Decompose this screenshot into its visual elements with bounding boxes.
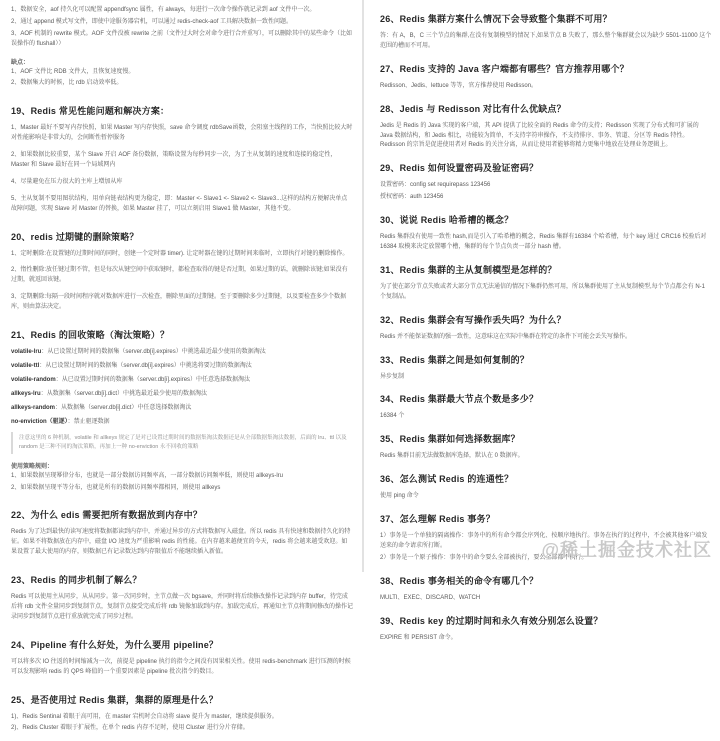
question-section-23 — [11, 573, 353, 623]
policy-desc: ：从数据集（server.db[i].dict）中任意选择数据淘汰 — [55, 405, 192, 412]
paragraph: 1、定时删除:在设置键的过期时间的同时，创建一个定时器 timer). 让定时器在键的过期时间来临时，立即执行对键的删除操作。 — [11, 250, 349, 257]
policy-desc: ：从数据集（server.db[i].dict）中挑选最近最少使用的数据淘汰 — [40, 391, 208, 398]
question-section-33 — [380, 353, 712, 383]
question-title: 32、Redis 集群会有写操作丢失吗？为什么？ — [380, 314, 566, 325]
paragraph: 使用 ping 命令 — [380, 493, 419, 500]
question-section-22 — [11, 508, 353, 558]
question-section-39 — [380, 614, 712, 644]
eviction-policy — [11, 390, 353, 399]
question-title: 28、Jedis 与 Redisson 对比有什么优缺点？ — [380, 103, 566, 114]
question-section-31 — [380, 263, 712, 303]
question-title: 24、Pipeline 有什么好处，为什么要用 pipeline？ — [11, 639, 219, 650]
question-title: 39、Redis key 的过期时间和永久有效分别怎么设置？ — [380, 615, 603, 626]
question-title: 34、Redis 集群最大节点个数是多少？ — [380, 394, 539, 405]
eviction-policy — [11, 418, 353, 427]
policy-term: volatile-lru — [11, 349, 42, 356]
question-title: 35、Redis 集群如何选择数据库？ — [380, 434, 520, 445]
question-title: 20、redis 过期键的删除策略？ — [11, 231, 139, 242]
question-title: 30、说说 Redis 哈希槽的概念？ — [380, 215, 514, 226]
question-title: 29、Redis 如何设置密码及验证密码？ — [380, 163, 539, 174]
page-divider — [362, 0, 364, 572]
paragraph: 2、数据集大的时候，比 rdb 启动效率低。 — [11, 80, 123, 87]
paragraph: 1）事务是一个单独的隔离操作：事务中的所有命令都会序列化、按顺序地执行。事务在执行的过程中，不会被其他客户端发送来的命令请求所打断。 — [380, 533, 708, 550]
cons-label: 缺点： — [11, 59, 30, 66]
paragraph: Redis 为了达到最快的读写速度将数据都读到内存中，并通过异步的方式将数据写入磁盘。所以 redis 具有快速和数据持久化的特征。如果不将数据放在内存中，磁盘 I/O 速度为严重影响 redis 的性能。在内存越来越便宜的今天，redis 将会越来越受欢迎。如果设置了最大使用的内存，则数据已有记录数达到内存限值后不能继续插入新值。 — [11, 529, 351, 556]
eviction-policy — [11, 404, 353, 413]
question-section-20 — [11, 230, 353, 313]
question-section-32 — [380, 313, 712, 343]
question-section-25 — [11, 693, 353, 735]
question-section-35 — [380, 432, 712, 462]
question-section-27 — [380, 62, 712, 92]
paragraph: 2）事务是一个原子操作：事务中的命令要么全部被执行，要么全部都不执行。 — [380, 554, 588, 561]
policy-term: volatile-ttl — [11, 363, 40, 370]
paragraph: 2、如果数据呈现平等分布，也就是所有的数据访问频率都相同，则使用 allkeys — [11, 484, 221, 491]
paragraph: 为了使在部分节点失败或者大部分节点无法通信的情况下集群仍然可用，所以集群使用了主从复制模型,每个节点都会有 N-1 个复制品。 — [380, 283, 706, 300]
paragraph: Redis 并不能保证数据的强一致性，这意味这在实际中集群在特定的条件下可能会丢失写操作。 — [380, 333, 632, 340]
paragraph: 4、尽量避免在压力很大的主库上增加从库 — [11, 178, 123, 185]
note-callout: 注意这里的 6 种机制，volatile 和 allkeys 规定了是对已设置过期时间的数据集淘汰数据还是从全部数据集淘汰数据，后面的 lru、ttl 以及 random 是三种不同的淘汰策略，再加上一种 no-enviction 永不回收的策略 — [11, 432, 353, 454]
paragraph: 1)、Redis Sentinal 着眼于高可用，在 master 宕机时会自动将 slave 提升为 master，继续提供服务。 — [11, 713, 278, 720]
paragraph: MULTI、EXEC、DISCARD、WATCH — [380, 594, 481, 601]
question-section-34 — [380, 392, 712, 422]
question-title: 37、怎么理解 Redis 事务？ — [380, 514, 495, 525]
paragraph: Jedis 是 Redis 的 Java 实现的客户端，其 API 提供了比较全面的 Redis 命令的支持；Redisson 实现了分布式和可扩展的 Java 数据结构，和 Jedis 相比，功能较为简单，不支持字符串操作，不支持排序、事务、管道、分区等 Redis 特性。Redisson 的宗旨是促进使用者对 Redis 的关注分离，从而让使用者能够将精力更集中地放在处理业务逻辑上。 — [380, 122, 699, 149]
question-section-36 — [380, 472, 712, 502]
question-section-19 — [11, 104, 353, 214]
policy-desc: ：从已设置过期时间的数据集（server.db[i].expires）中任意选择数据淘汰 — [55, 377, 251, 384]
question-title: 27、Redis 支持的 Java 客户端都有哪些？官方推荐用哪个？ — [380, 63, 629, 74]
question-title: 23、Redis 的同步机制了解么？ — [11, 575, 142, 586]
question-title: 38、Redis 事务相关的命令有哪几个？ — [380, 575, 539, 586]
paragraph: 2)、Redis Cluster 着眼于扩展性，在单个 redis 内存不足时，使用 Cluster 进行分片存储。 — [11, 725, 249, 732]
question-section-38 — [380, 574, 712, 604]
paragraph: 5、主从复制不要用图状结构，用单向链表结构更为稳定，即：Master <- Slave1 <- Slave2 <- Slave3...这样的结构方便解决单点故障问题，实现 Slave 对 Master 的替换，如果 Master 挂了，可以立刻启用 Slave1 做 Master，其他不变。 — [11, 195, 348, 212]
paragraph: Redis 集群没有使用一致性 hash,而是引入了哈希槽的概念，Redis 集群有16384 个哈希槽，每个 key 通过 CRC16 校验后对 16384 取模来决定放置哪个槽，集群的每个节点负责一部分 hash 槽。 — [380, 234, 707, 251]
paragraph: 3、AOF 机制的 rewrite 模式。AOF 文件没被 rewrite 之前（文件过大时会对命令进行合并重写），可以删除其中的某些命令（比如误操作的 flushall）） — [11, 30, 353, 47]
question-title: 31、Redis 集群的主从复制模型是怎样的？ — [380, 264, 557, 275]
question-title: 26、Redis 集群方案什么情况下会导致整个集群不可用？ — [380, 14, 612, 24]
paragraph: Redis 集群目前无法做数据库选择，默认在 0 数据库。 — [380, 453, 524, 460]
paragraph: 1、AOF 文件比 RDB 文件大，且恢复速度慢。 — [11, 68, 135, 75]
question-title: 21、Redis 的回收策略（淘汰策略）？ — [11, 330, 170, 341]
paragraph: 16384 个 — [380, 413, 405, 420]
paragraph: Redis 可以使用主从同步，从从同步。第一次同步时，主节点做一次 bgsave，并同时将后续修改操作记录到内存 buffer，待完成后将 rdb 文件全量同步到复制节点，复制节点接受完成后将 rdb 镜像加载到内存。加载完成后，再通知主节点将期间修改的操作记录同步到复制节点进行重放就完成了同步过程。 — [11, 594, 354, 620]
question-title: 33、Redis 集群之间是如何复制的？ — [380, 354, 530, 365]
policy-term: allkeys-lru — [11, 391, 41, 398]
paragraph: 1、如果数据呈现幂律分布，也就是一部分数据访问频率高，一部分数据访问频率低，则使用 allkeys-lru — [11, 472, 284, 479]
rules-label: 使用策略规则： — [11, 463, 54, 470]
policy-desc: ：从已设置过期时间的数据集（server.db[i].expires）中挑选最近最少使用的数据淘汰 — [41, 349, 266, 356]
policy-term: no-enviction（驱逐） — [11, 419, 68, 426]
paragraph: 3、定期删除:每隔一段时间程序就对数据库进行一次检查，删除里面的过期键。至于要删除多少过期键，以及要检查多少个数据库，则由算法决定。 — [11, 294, 347, 311]
question-title: 25、是否使用过 Redis 集群，集群的原理是什么？ — [11, 694, 218, 705]
policy-desc: ：禁止驱逐数据 — [67, 419, 110, 426]
eviction-policy — [11, 348, 353, 357]
site-watermark: @稀土掘金技术社区 — [541, 540, 712, 560]
policy-desc: ：从已设置过期时间的数据集（server.db[i].expires）中挑选将要过期的数据淘汰 — [39, 363, 252, 370]
question-section-28 — [380, 102, 712, 152]
command-line: 设置密码：config set requirepass 123456 — [380, 182, 491, 189]
question-title: 22、为什么 edis 需要把所有数据放到内存中？ — [11, 510, 203, 521]
paragraph: 1、数据安全，aof 持久化可以配置 appendfsync 属性，有 always，每进行一次命令操作就记录到 aof 文件中一次。 — [11, 7, 316, 13]
question-title: 36、怎么测试 Redis 的连通性？ — [380, 474, 514, 485]
command-line: 授权密码：auth 123456 — [380, 194, 444, 201]
question-section-24 — [11, 638, 353, 678]
paragraph: 1、Master 最好不要写内存快照，如果 Master 写内存快照，save 命令调度 rdbSave函数，会阻塞主线程的工作，当快照比较大时对性能影响是非常大的，会间断性暂停服务 — [11, 125, 353, 142]
question-section-21 — [11, 328, 353, 493]
left-page-column — [11, 0, 353, 741]
paragraph: Redisson、Jedis、lettuce 等等，官方推荐使用 Redisson。 — [380, 82, 538, 89]
question-section-30 — [380, 213, 712, 253]
paragraph: EXPIRE 和 PERSIST 命令。 — [380, 634, 457, 641]
question-title: 19、Redis 常见性能问题和解决方案： — [11, 106, 170, 117]
question-section-29 — [380, 161, 712, 203]
paragraph: 2、通过 append 模式写文件，即使中途服务器宕机，可以通过 redis-check-aof 工具解决数据一致性问题。 — [11, 18, 293, 25]
question-section-26 — [380, 12, 712, 52]
eviction-policy — [11, 376, 353, 385]
aof-intro-section — [11, 6, 353, 89]
policy-term: allkeys-random — [11, 405, 56, 412]
paragraph: 答：有 A，B，C 三个节点的集群,在没有复制模型的情况下,如果节点 B 失败了，那么整个集群就会以为缺少 5501-11000 这个范围的槽而不可用。 — [380, 33, 712, 49]
paragraph: 可以将多次 IO 往返的时间缩减为一次，前提是 pipeline 执行的指令之间没有因果相关性。使用 redis-benchmark 进行压测的时候可以发现影响 redis 的 QPS 峰值的一个重要因素是 pipeline 批次指令的数目。 — [11, 658, 351, 675]
policy-term: volatile-random — [11, 377, 56, 384]
paragraph: 异步复制 — [380, 373, 405, 380]
paragraph: 2、如果数据比较重要，某个 Slave 开启 AOF 备份数据，策略设置为每秒同步一次，为了主从复制的速度和连接的稳定性，Master 和 Slave 最好在同一个局域网内 — [11, 152, 337, 169]
eviction-policy — [11, 362, 353, 371]
paragraph: 2、惰性删除:放任键过期不管，但是每次从键空间中获取键时，都检查取得的键是否过期，如果过期的话，就删除该键;如果没有过期，就返回该键。 — [11, 267, 348, 284]
